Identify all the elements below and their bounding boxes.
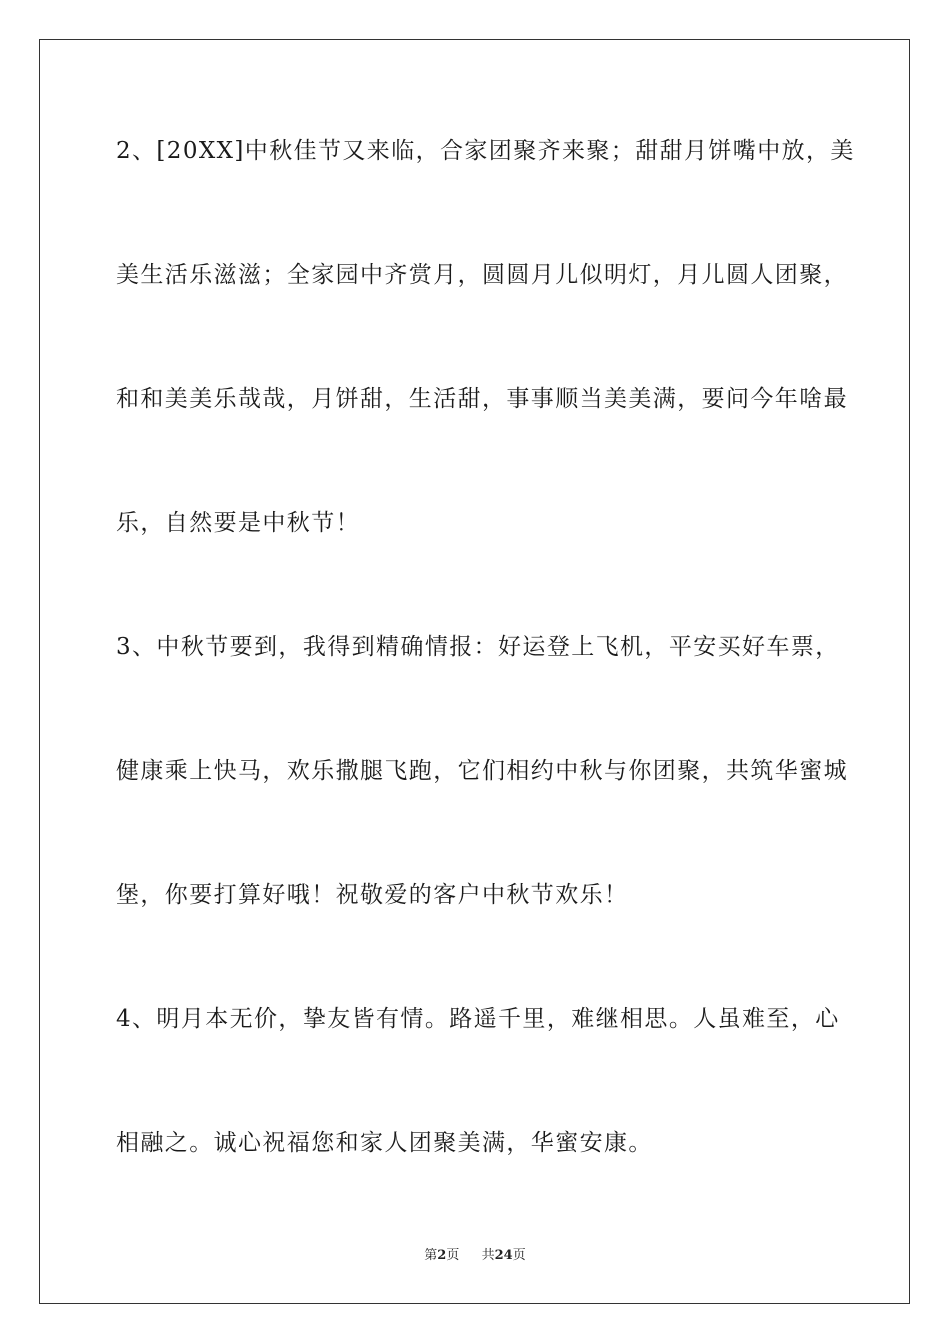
page-border	[39, 39, 910, 1304]
page-prefix: 第	[424, 1248, 438, 1263]
text-line: 健康乘上快马，欢乐撒腿飞跑，它们相约中秋与你团聚，共筑华蜜城	[116, 758, 848, 784]
text-line: 2、[20XX]中秋佳节又来临，合家团聚齐来聚；甜甜月饼嘴中放，美	[116, 138, 855, 164]
page-suffix: 页	[446, 1248, 460, 1263]
text-line: 3、中秋节要到，我得到精确情报：好运登上飞机，平安买好车票，	[116, 634, 840, 660]
page-number	[424, 1248, 463, 1263]
text-line: 乐，自然要是中秋节！	[116, 510, 360, 536]
text-line: 堡，你要打算好哦！祝敬爱的客户中秋节欢乐！	[116, 882, 629, 908]
page-footer	[0, 1246, 950, 1266]
total-prefix: 共	[481, 1248, 495, 1263]
text-line: 美生活乐滋滋；全家园中齐赏月，圆圆月儿似明灯，月儿圆人团聚，	[116, 262, 848, 288]
text-line: 相融之。诚心祝福您和家人团聚美满，华蜜安康。	[116, 1130, 653, 1156]
text-line: 4、明月本无价，挚友皆有情。路遥千里，难继相思。人虽难至，心	[116, 1006, 840, 1032]
total-suffix: 页	[512, 1248, 526, 1263]
text-line: 和和美美乐哉哉，月饼甜，生活甜，事事顺当美美满，要问今年啥最	[116, 386, 848, 412]
page-total	[482, 1248, 526, 1263]
current-page: 2	[437, 1248, 447, 1263]
total-pages: 24	[494, 1248, 513, 1263]
